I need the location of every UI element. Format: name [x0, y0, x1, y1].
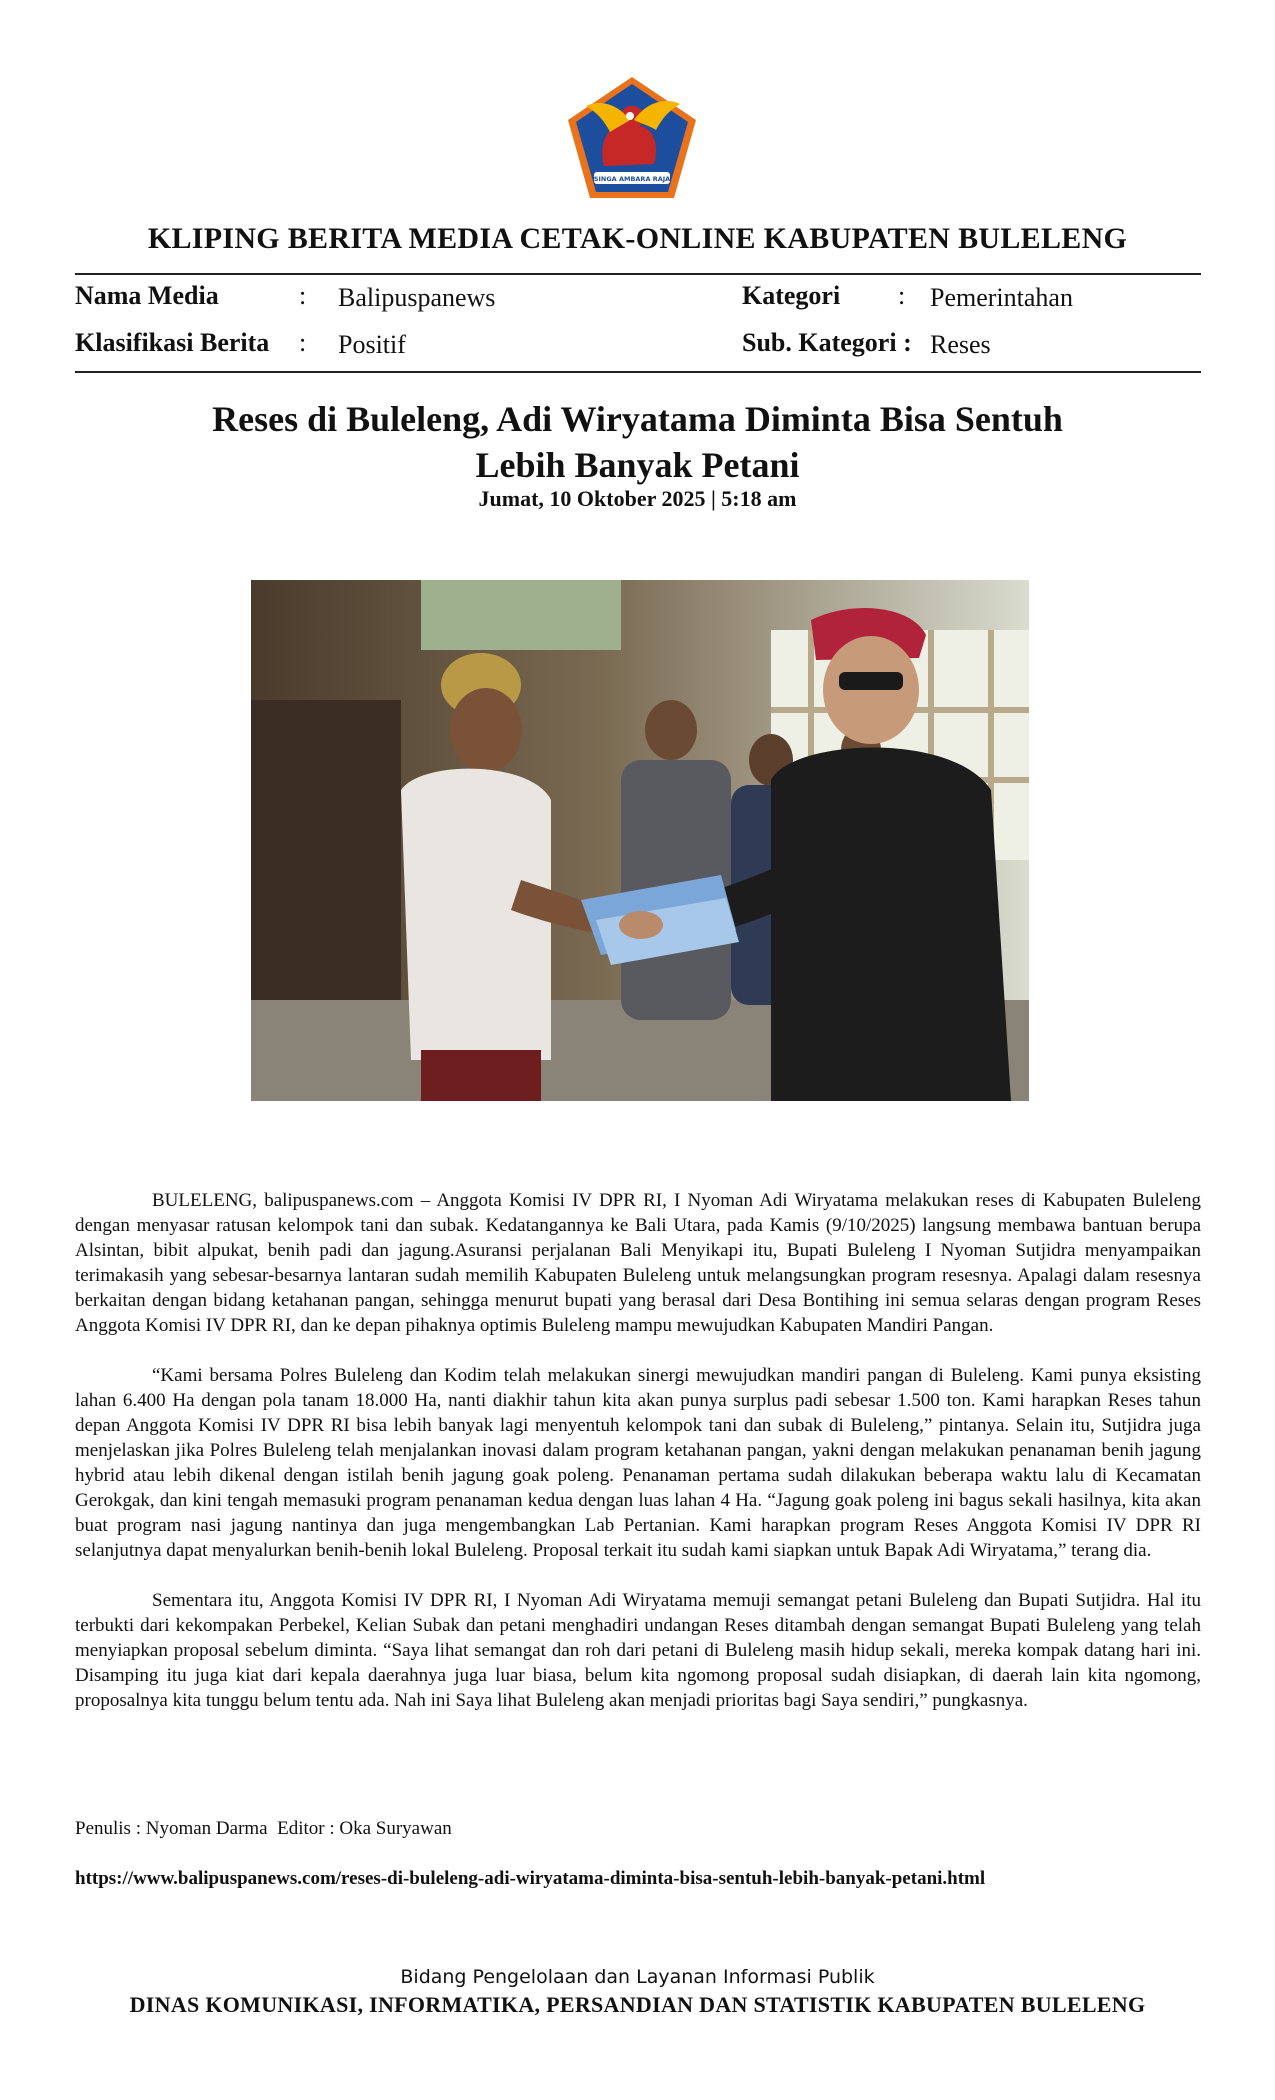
- article-body: [75, 1188, 1201, 1738]
- article-photo: [251, 580, 1029, 1101]
- article-paragraph-1: BULELENG, balipuspanews.com – Anggota Komisi IV DPR RI, I Nyoman Adi Wiryatama melakukan reses di Kabupaten Buleleng dengan menyasar ratusan kelompok tani dan subak. Kedatangannya ke Bali Utara, pada Kamis (9/10/2025) langsung membawa bantuan berupa Alsintan, bibit alpukat, benih padi dan jagung.Asuransi perjalanan Bali Menyikapi itu, Bupati Buleleng I Nyoman Sutjidra menyampaikan terimakasih yang sebesar-besarnya lantaran sudah memilih Kabupaten Buleleng untuk melangsungkan program resesnya. Apalagi dalam resesnya berkaitan dengan bidang ketahanan pangan, sehingga menurut bupati yang berasal dari Desa Bontihing ini semua selaras dengan program Reses Anggota Komisi IV DPR RI, dan ke depan pihaknya optimis Buleleng mampu mewujudkan Kabupaten Mandiri Pangan.: [75, 1190, 1201, 1336]
- kategori-label: Kategori: [742, 281, 841, 310]
- footer-agency: DINAS KOMUNIKASI, INFORMATIKA, PERSANDIAN DAN STATISTIK KABUPATEN BULELENG: [129, 1992, 1146, 2017]
- sub-kategori-label: Sub. Kategori :: [742, 328, 912, 357]
- media-value: Balipuspanews: [338, 283, 496, 312]
- kategori-value: Pemerintahan: [930, 283, 1073, 312]
- kategori-colon: :: [898, 281, 906, 310]
- footer-division: Bidang Pengelolaan dan Layanan Informasi Publik: [400, 1966, 875, 1988]
- article-paragraph-2: “Kami bersama Polres Buleleng dan Kodim telah melakukan sinergi mewujudkan mandiri pangan di Buleleng. Kami punya eksisting lahan 6.400 Ha dengan pola tanam 18.000 Ha, nanti diakhir tahun kita akan punya surplus padi sebesar 1.500 ton. Kami harapkan Reses tahun depan Anggota Komisi IV DPR RI bisa lebih banyak lagi menyentuh kelompok tani dan subak di Buleleng,” pintanya. Selain itu, Sutjidra juga menjelaskan jika Polres Buleleng telah menjalankan inovasi dalam program ketahanan pangan, yakni dengan melakukan penanaman benih jagung hybrid atau lebih dikenal dengan istilah benih jagung goak poleng. Penanaman pertama sudah dilakukan beberapa waktu lalu di Kecamatan Gerokgak, dan kini tengah memasuki program penanaman kedua dengan luas lahan 4 Ha. “Jagung goak poleng ini bagus sekali hasilnya, kita akan buat program nasi jagung nantinya dan juga mengembangkan Lab Pertanian. Kami harapkan program Reses Anggota Komisi IV DPR RI selanjutnya dapat menyalurkan benih-benih lokal Buleleng. Proposal terkait itu sudah kami siapkan untuk Bapak Adi Wiryatama,” terang dia.: [75, 1365, 1201, 1561]
- header-top-rule: [75, 273, 1201, 275]
- klasifikasi-label: Klasifikasi Berita: [75, 328, 270, 357]
- buleleng-regency-emblem: [564, 74, 700, 202]
- sub-kategori-value: Reses: [930, 330, 991, 359]
- article-date: Jumat, 10 Oktober 2025 | 5:18 am: [478, 486, 797, 511]
- media-label: Nama Media: [75, 281, 219, 310]
- article-source-url[interactable]: https://www.balipuspanews.com/reses-di-buleleng-adi-wiryatama-diminta-bisa-sentuh-lebih-banyak-petani.html: [75, 1868, 986, 1889]
- article-paragraph-3: Sementara itu, Anggota Komisi IV DPR RI, I Nyoman Adi Wiryatama memuji semangat petani Buleleng dan Bupati Sutjidra. Hal itu terbukti dari kekompakan Perbekel, Kelian Subak dan petani menghadiri undangan Reses ditambah dengan semangat Bupati Buleleng yang telah menyiapkan proposal sebelum diminta. “Saya lihat semangat dan roh dari petani di Buleleng masih hidup sekali, mereka kompak datang hari ini. Disamping itu juga kiat dari kepala daerahnya juga luar biasa, belum kita ngomong proposal sudah disiapkan, di daerah lain kita ngomong, proposalnya kita tunggu belum tentu ada. Nah ini Saya lihat Buleleng akan menjadi prioritas bagi Saya sendiri,” pungkasnya.: [75, 1590, 1201, 1711]
- media-colon: :: [299, 281, 307, 310]
- article-credits: Penulis : Nyoman Darma Editor : Oka Suryawan: [75, 1818, 452, 1839]
- headline-line-1: Reses di Buleleng, Adi Wiryatama Diminta Bisa Sentuh: [212, 399, 1063, 439]
- emblem-motto: SINGA AMBARA RAJA: [593, 175, 671, 183]
- article-headline: [0, 396, 1275, 488]
- headline-line-2: Lebih Banyak Petani: [475, 445, 800, 485]
- klasifikasi-value: Positif: [338, 330, 406, 359]
- header-bottom-rule: [75, 371, 1201, 373]
- klasifikasi-colon: :: [299, 328, 307, 357]
- clipping-title: KLIPING BERITA MEDIA CETAK-ONLINE KABUPATEN BULELENG: [147, 222, 1128, 255]
